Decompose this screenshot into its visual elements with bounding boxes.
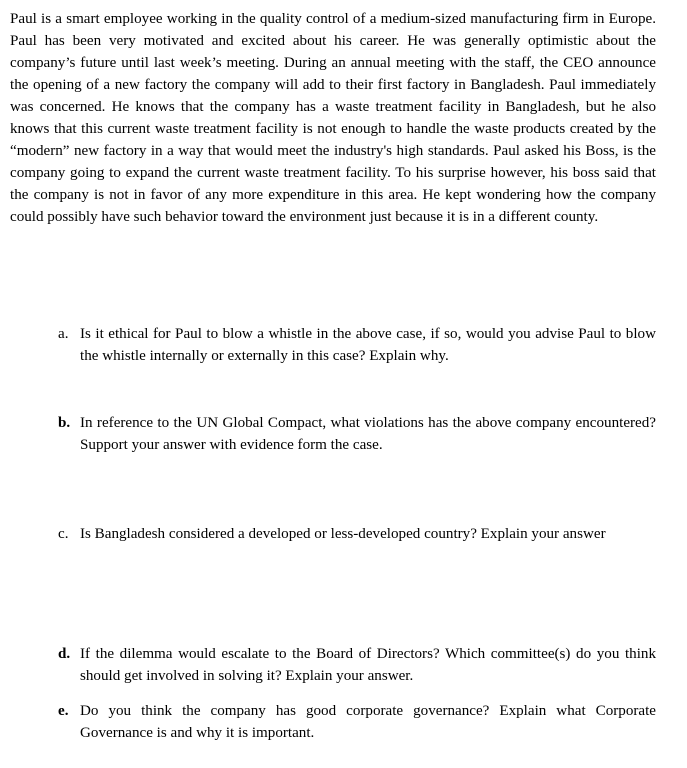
question-a-text: Is it ethical for Paul to blow a whistle in the above case, if so, would you advise Paul to blow the whistle internally or externally in this case? Explain why. (80, 326, 656, 364)
question-a (58, 323, 656, 367)
question-d-text: If the dilemma would escalate to the Board of Directors? Which committee(s) do you think should get involved in solving it? Explain your answer. (80, 646, 656, 684)
question-c (58, 523, 618, 545)
question-e (58, 700, 656, 744)
question-e-marker: e. (58, 703, 69, 719)
question-c-text: Is Bangladesh considered a developed or less-developed country? Explain your answer (80, 526, 606, 542)
question-e-text: Do you think the company has good corporate governance? Explain what Corporate Governance is and why it is important. (80, 703, 656, 741)
question-d (58, 643, 656, 687)
question-b (58, 412, 656, 456)
case-scenario-paragraph: Paul is a smart employee working in the quality control of a medium-sized manufacturing firm in Europe. Paul has been very motivated and excited about his career. He was generally optimistic about the company’s future until last week’s meeting. During an annual meeting with the staff, the CEO announce the opening of a new factory the company will add to their first factory in Bangladesh. Paul immediately was concerned. He knows that the company has a waste treatment facility in Bangladesh, but he also knows that this current waste treatment facility is not enough to handle the waste products created by the “modern” new factory in a way that would meet the industry's high standards. Paul asked his Boss, is the company going to expand the current waste treatment facility. To his surprise however, his boss said that the company is not in favor of any more expenditure in this area. He kept wondering how the company could possibly have such behavior toward the environment just because it is in a different county. (10, 11, 656, 225)
question-b-marker: b. (58, 415, 71, 431)
question-a-marker: a. (58, 326, 69, 342)
question-d-marker: d. (58, 646, 71, 662)
question-c-marker: c. (58, 526, 69, 542)
question-b-text: In reference to the UN Global Compact, what violations has the above company encountered? Support your answer with evidence form the case. (80, 415, 656, 453)
